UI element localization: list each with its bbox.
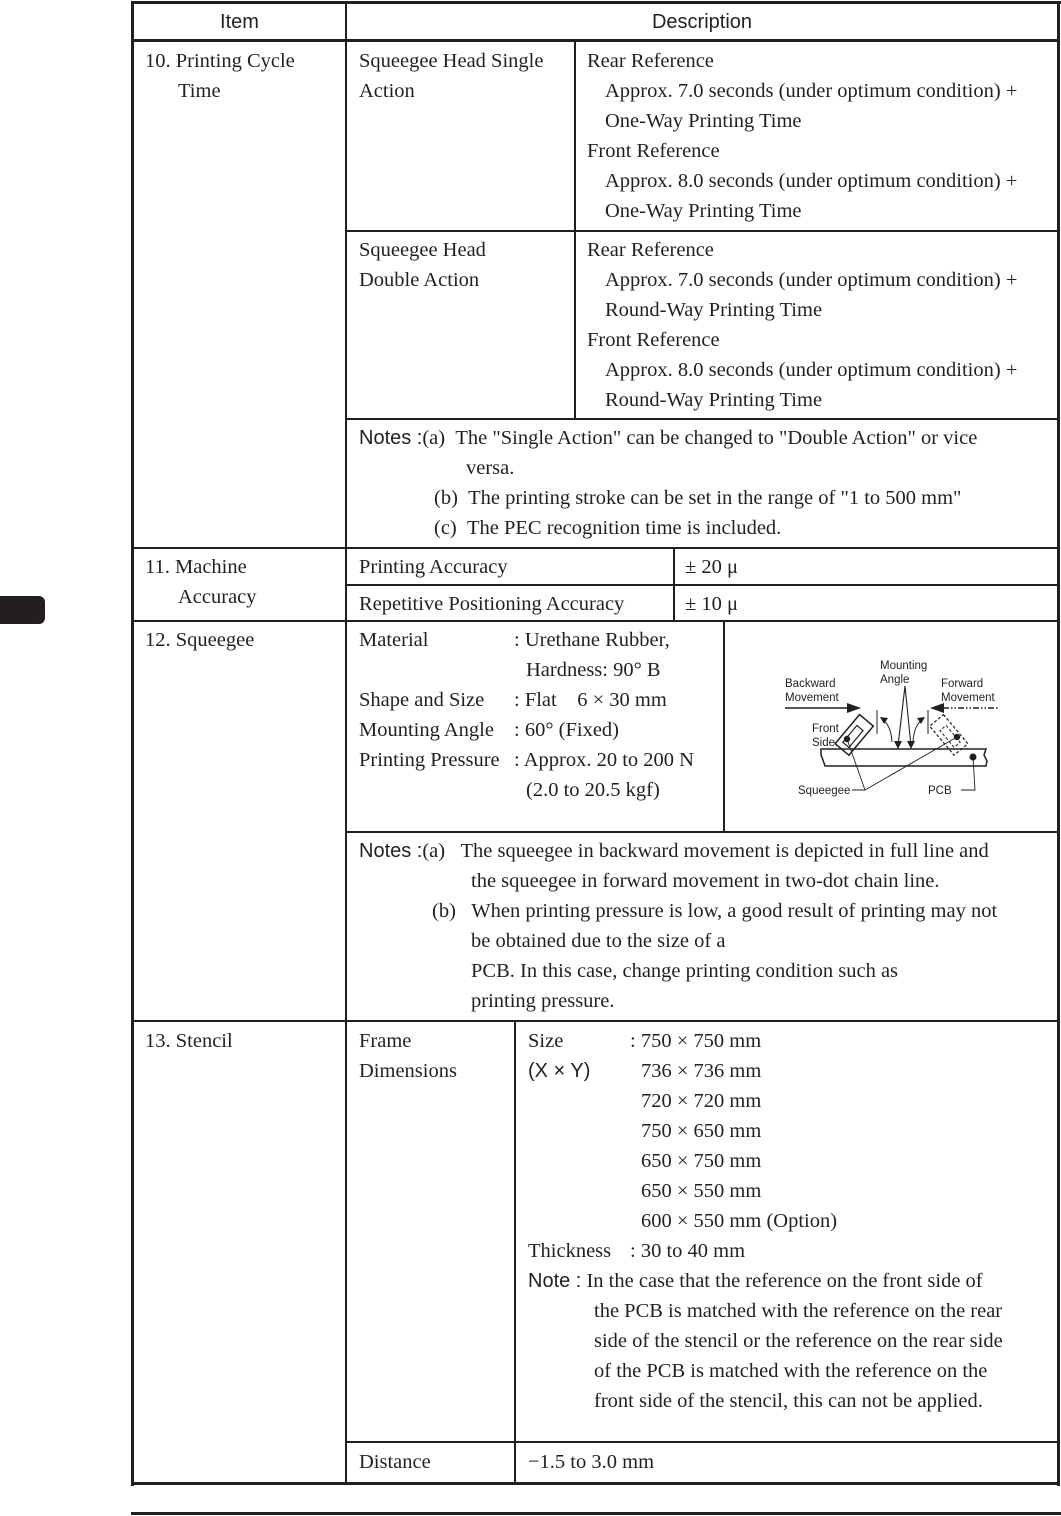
note-text: In the case that the reference on the front side of	[586, 1270, 983, 1292]
frame-size-item: 736 × 736 mm	[641, 1060, 762, 1082]
note-text-cont: front side of the stencil, this can not be applied.	[594, 1390, 983, 1412]
row11-item	[145, 552, 257, 612]
frame-size-item: 650 × 750 mm	[641, 1150, 762, 1172]
header-description: Description	[651, 11, 753, 33]
row10-notes	[359, 423, 1049, 543]
frame-dimensions-label	[359, 1026, 457, 1086]
distance-label: Distance	[359, 1451, 431, 1473]
notes-label: Notes :	[359, 427, 423, 449]
shape-value: : Flat 6 × 30 mm	[514, 689, 667, 711]
frame-size-item: 750 × 650 mm	[641, 1120, 762, 1142]
row10-single-double-divider	[346, 230, 1059, 232]
row12-notes-divider	[346, 831, 1059, 833]
row12-bottom	[131, 1020, 1060, 1022]
double-front-reference: Front Reference	[587, 329, 720, 351]
xy-label: (X × Y)	[528, 1060, 591, 1082]
repetitive-accuracy-label: Repetitive Positioning Accuracy	[359, 593, 625, 615]
row10-item-line1: 10. Printing Cycle	[145, 50, 295, 72]
mounting-angle-label: Mounting Angle	[359, 719, 494, 741]
pressure-value: : Approx. 20 to 200 N	[514, 749, 694, 771]
label-front-line1: Front	[812, 723, 839, 735]
label-mounting-line1: Mounting	[880, 660, 928, 672]
frame-label-line1: Frame	[359, 1030, 412, 1052]
note-a-text: The "Single Action" can be changed to "Double Action" or vice	[455, 427, 978, 449]
note-b-text-cont3: printing pressure.	[471, 990, 615, 1012]
header-item: Item	[220, 11, 259, 33]
notes-label: Notes :	[359, 840, 423, 862]
repetitive-accuracy-value: ± 10 μ	[685, 593, 738, 615]
thickness-value: : 30 to 40 mm	[630, 1240, 746, 1262]
table-border-bottom	[131, 1482, 1060, 1485]
mounting-angle-value: : 60° (Fixed)	[514, 719, 619, 741]
mounting-angle-indicator-icon	[877, 686, 928, 749]
note-text-cont: of the PCB is matched with the reference on the	[594, 1360, 988, 1382]
pressure-label: Printing Pressure	[359, 749, 500, 771]
note-b-text-cont1: be obtained due to the size of a	[471, 930, 726, 952]
single-label-line2: Action	[359, 80, 415, 102]
section-tab-marker	[0, 596, 45, 624]
double-front-time: Approx. 8.0 seconds (under optimum condition) +	[605, 359, 1018, 381]
frame-size-item: 650 × 550 mm	[641, 1180, 762, 1202]
row13-distance-divider	[346, 1441, 1059, 1443]
column-divider	[345, 2, 347, 1484]
note-text-cont: side of the stencil or the reference on the rear side	[594, 1330, 1003, 1352]
note-a-text-cont: the squeegee in forward movement in two-dot chain line.	[471, 870, 940, 892]
row10-notes-divider	[346, 418, 1059, 420]
label-backward-line1: Backward	[785, 678, 836, 690]
note-a-marker: (a)	[422, 427, 446, 449]
note-a-text: The squeegee in backward movement is depicted in full line and	[460, 840, 989, 862]
row13-subdivider	[514, 1021, 516, 1483]
label-squeegee: Squeegee	[798, 785, 851, 797]
row10-single-description	[587, 46, 1017, 226]
label-forward-line2: Movement	[941, 692, 995, 704]
stencil-note	[528, 1266, 1053, 1416]
double-rear-reference: Rear Reference	[587, 239, 714, 261]
size-label: Size	[528, 1030, 564, 1052]
note-b-marker: (b)	[434, 487, 458, 509]
row12-item: 12. Squeegee	[145, 629, 255, 651]
squeegee-diagram	[725, 622, 1057, 831]
note-text-cont: the PCB is matched with the reference on the rear	[594, 1300, 1003, 1322]
row10-double-description	[587, 235, 1017, 415]
row10-bottom	[131, 547, 1060, 549]
forward-arrow-icon	[930, 703, 998, 713]
single-front-time: Approx. 8.0 seconds (under optimum condition) +	[605, 170, 1018, 192]
note-b-text: When printing pressure is low, a good result of printing may not	[471, 900, 998, 922]
frame-size-item: : 750 × 750 mm	[630, 1030, 762, 1052]
frame-size-list	[630, 1026, 837, 1236]
squeegee-spec-values	[514, 625, 694, 805]
row10-item-line2: Time	[178, 80, 221, 102]
frame-size-item: 720 × 720 mm	[641, 1090, 762, 1112]
double-front-printing: Round-Way Printing Time	[605, 389, 823, 411]
note-c-marker: (c)	[434, 517, 457, 539]
note-b-text: The printing stroke can be set in the range of "1 to 500 mm"	[468, 487, 962, 509]
table-border-right	[1057, 1, 1060, 1486]
single-label-line1: Squeegee Head Single	[359, 50, 544, 72]
frame-size-item: 600 × 550 mm (Option)	[641, 1210, 838, 1232]
double-label-line1: Squeegee Head	[359, 239, 486, 261]
double-rear-printing: Round-Way Printing Time	[605, 299, 823, 321]
double-label-line2: Double Action	[359, 269, 480, 291]
note-b-text-cont2: PCB. In this case, change printing condition such as	[471, 960, 899, 982]
row12-notes	[359, 836, 1049, 1016]
shape-label: Shape and Size	[359, 689, 485, 711]
single-front-printing: One-Way Printing Time	[605, 200, 802, 222]
label-pcb: PCB	[928, 785, 952, 797]
hardness-value: Hardness: 90° B	[526, 659, 661, 681]
double-rear-time: Approx. 7.0 seconds (under optimum condition) +	[605, 269, 1018, 291]
row10-single-label	[359, 46, 543, 106]
single-rear-printing: One-Way Printing Time	[605, 110, 802, 132]
note-a-marker: (a)	[422, 840, 446, 862]
frame-label-line2: Dimensions	[359, 1060, 457, 1082]
page-footer-rule	[131, 1512, 1061, 1515]
note-c-text: The PEC recognition time is included.	[467, 517, 782, 539]
note-b-marker: (b)	[432, 900, 456, 922]
label-backward-line2: Movement	[785, 692, 839, 704]
note-label: Note :	[528, 1270, 582, 1292]
material-value: : Urethane Rubber,	[514, 629, 670, 651]
label-mounting-line2: Angle	[880, 674, 910, 686]
backward-arrow-icon	[785, 703, 861, 713]
single-rear-time: Approx. 7.0 seconds (under optimum condition) +	[605, 80, 1018, 102]
single-front-reference: Front Reference	[587, 140, 720, 162]
row10-double-label	[359, 235, 486, 295]
row10-item	[145, 46, 295, 106]
pcb-board-icon	[821, 749, 987, 766]
row11-mid-divider	[346, 584, 1059, 586]
squeegee-spec-labels	[359, 625, 519, 775]
note-a-text-cont: versa.	[466, 457, 515, 479]
row11-item-line1: 11. Machine	[145, 556, 247, 578]
material-label: Material	[359, 629, 429, 651]
printing-accuracy-value: ± 20 μ	[685, 556, 738, 578]
single-rear-reference: Rear Reference	[587, 50, 714, 72]
pressure-kgf-value: (2.0 to 20.5 kgf)	[526, 779, 660, 801]
label-forward-line1: Forward	[941, 678, 984, 690]
table-border-left	[131, 1, 134, 1486]
distance-value: −1.5 to 3.0 mm	[528, 1451, 655, 1473]
row11-item-line2: Accuracy	[178, 586, 257, 608]
row13-item: 13. Stencil	[145, 1030, 233, 1052]
label-front-line2: Side	[812, 737, 836, 749]
printing-accuracy-label: Printing Accuracy	[359, 556, 508, 578]
thickness-label: Thickness	[528, 1240, 612, 1262]
